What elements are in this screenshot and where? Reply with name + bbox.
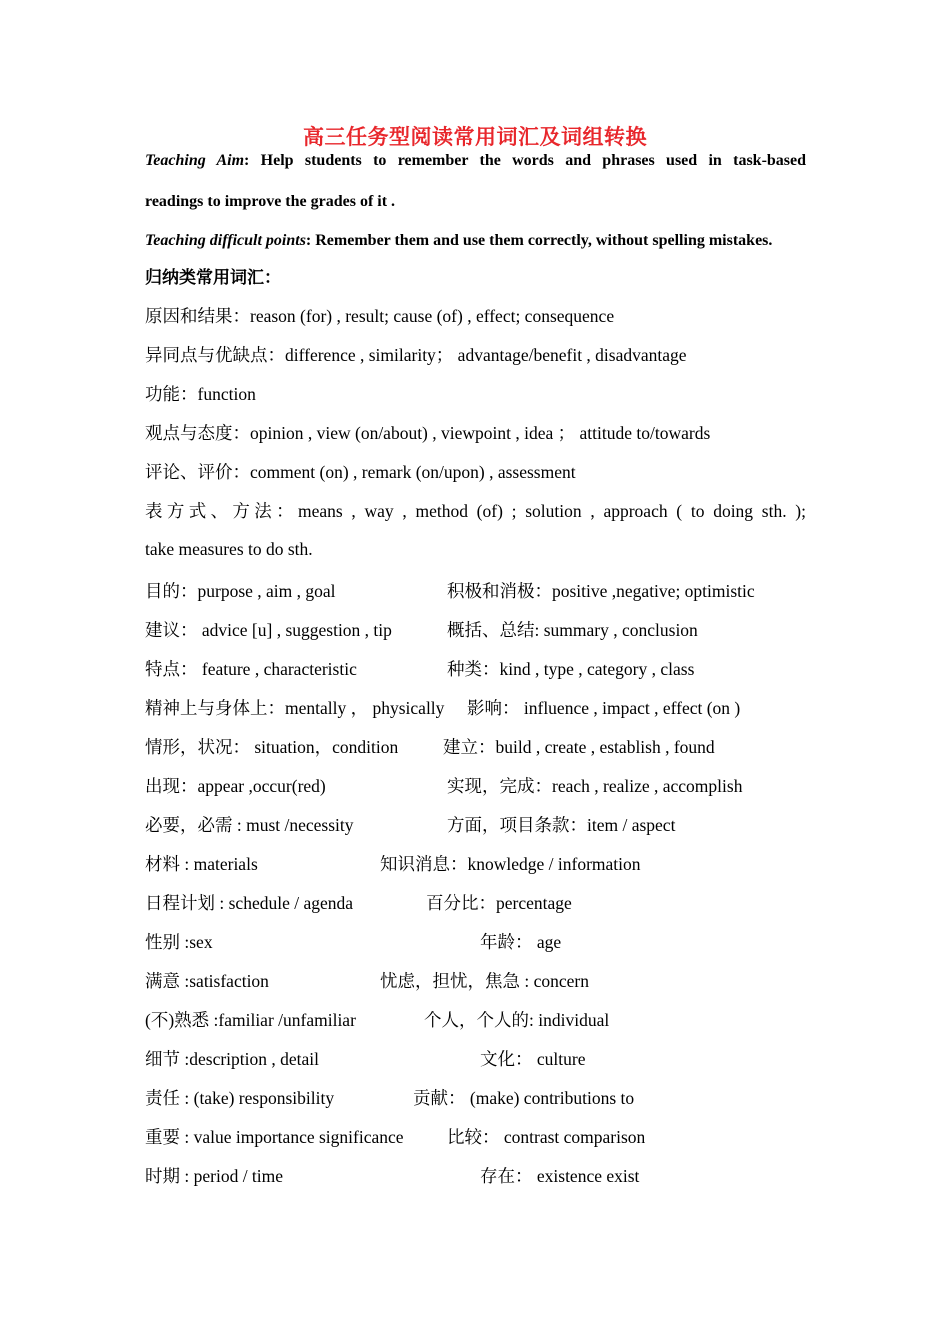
teaching-aim-text-1: Help students to remember the words and phrases used in task-based: [260, 152, 807, 169]
vocab-pair-right: 忧虑，担忧，焦急 : concern: [380, 971, 589, 991]
vocab-pair-left: 性别 :sex: [145, 932, 213, 952]
vocab-pair-left: 细节 :description , detail: [145, 1049, 319, 1069]
vocab-pair-right: 个人，个人的: individual: [424, 1010, 610, 1030]
vocab-pair-left: 材料 : materials: [145, 854, 258, 874]
teaching-aim-text-2: readings to improve the grades of it .: [145, 193, 396, 210]
vocab-line-methods: 表方式、方法：means , way , method (of) ; solution , approach ( to doing sth. );: [145, 501, 806, 521]
vocab-pair-left: (不)熟悉 :familiar /unfamiliar: [145, 1010, 356, 1030]
difficult-points-text: : Remember them and use them correctly, without spelling mistakes.: [305, 232, 773, 249]
vocab-pair-right: 影响： influence , impact , effect (on ): [467, 698, 741, 718]
teaching-aim: Teaching Aim: Help students to remember the words and phrases used in task-based readings to improve the grades of it .: [145, 152, 807, 210]
vocab-pair-left: 日程计划 : schedule / agenda: [145, 893, 354, 913]
vocab-pair-left: 建议： advice [u] , suggestion , tip: [145, 620, 392, 640]
vocab-pair-right: 百分比：percentage: [426, 893, 572, 913]
vocab-pair-right: 比较： contrast comparison: [447, 1127, 646, 1147]
vocab-pair-left: 时期 : period / time: [145, 1166, 284, 1186]
vocab-pair-right: 方面，项目条款：item / aspect: [447, 815, 676, 835]
vocab-pair-right: 贡献： (make) contributions to: [413, 1088, 635, 1108]
teaching-difficult-points: [145, 220, 806, 261]
vocab-pair-left: 特点： feature , characteristic: [145, 659, 357, 679]
vocab-pair-right: 知识消息：knowledge / information: [380, 854, 641, 874]
teaching-aim-label: Teaching Aim: [145, 152, 245, 169]
vocab-pair-right: 种类：kind , type , category , class: [447, 659, 695, 679]
vocab-pair-left: 精神上与身体上：mentally ， physically: [145, 698, 445, 718]
vocab-line-measures: take measures to do sth.: [145, 539, 313, 559]
vocab-pair-right: 积极和消极：positive ,negative; optimistic: [447, 581, 755, 601]
vocab-pair-right: 存在： existence exist: [480, 1166, 640, 1186]
vocab-pair-right: 概括、总结: summary , conclusion: [447, 620, 698, 640]
vocab-pair-right: 实现，完成：reach , realize , accomplish: [447, 776, 743, 796]
vocab-pair-left: 必要，必需 : must /necessity: [145, 815, 354, 835]
vocab-pair-left: 出现：appear ,occur(red): [145, 776, 326, 796]
vocab-pair-right: 建立：build , create , establish , found: [443, 737, 715, 757]
vocab-pair-left: 目的：purpose , aim , goal: [145, 581, 336, 601]
difficult-points-label: Teaching difficult points: [145, 232, 306, 249]
vocab-pair-left: 责任 : (take) responsibility: [145, 1088, 335, 1108]
vocab-line-opinion: 观点与态度：opinion , view (on/about) , viewpoint , idea ； attitude to/towards: [145, 423, 711, 443]
vocab-pair-right: 文化： culture: [480, 1049, 586, 1069]
vocab-pair-right: 年龄： age: [480, 932, 562, 952]
vocab-line-function: 功能：function: [145, 384, 256, 404]
vocab-pair-left: 情形，状况： situation，condition: [145, 737, 399, 757]
vocab-pair-left: 满意 :satisfaction: [145, 971, 269, 991]
document-title: 高三任务型阅读常用词汇及词组转换: [303, 125, 647, 149]
vocab-pair-left: 重要 : value importance significance: [145, 1127, 404, 1147]
vocab-line-comment: 评论、评价：comment (on) , remark (on/upon) , assessment: [145, 462, 576, 482]
section-heading: 归纳类常用词汇：: [145, 268, 281, 287]
vocab-line-cause-effect: 原因和结果：reason (for) , result; cause (of) , effect; consequence: [145, 306, 615, 326]
vocab-line-differences: 异同点与优缺点：difference , similarity； advantage/benefit , disadvantage: [145, 345, 687, 365]
